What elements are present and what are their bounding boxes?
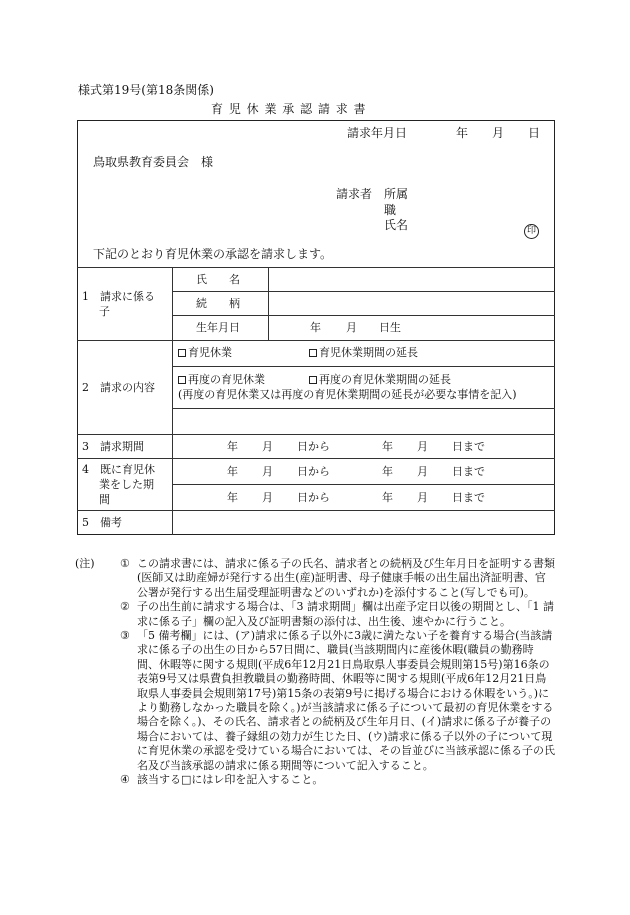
divider bbox=[77, 510, 555, 511]
section1-label-line2: 子 bbox=[99, 305, 110, 318]
option-repeat-leave[interactable] bbox=[178, 373, 265, 387]
note-text: 「5 備考欄」には、(ア)請求に係る子以外に3歳に満たない子を養育する場合(当該請求に係る子の出生の日から57日間に、職員(当該期間内に産後休暇(職員の勤務時間、休暇等に関する規則(平成6年12月21日鳥取県人事委員会規則第15号)第16条の表第9号又は県費負担教職員の勤務時間、休暇等に関する規則(平成6年12月21日鳥取県人事委員会規則第17号)第15条の表第9号に掲げる場合における休暇をいう。)により勤務しなかった職員を除く。)が当該請求に係る子について最初の育児休業をする場合を除く。)、その氏名、請求者との続柄及び生年月日、(イ)請求に係る子が養子の場合においては、養子縁組の効力が生じた日、(ウ)請求に係る子以外の子について現に育児休業の承認を受けている場合においては、その旨並びに当該承認に係る子の氏名及び当該承認の請求に係る期間等について記入すること。 bbox=[137, 629, 555, 772]
prior-year-unit: 年 bbox=[227, 465, 238, 478]
divider bbox=[268, 267, 269, 340]
option-leave-extension[interactable] bbox=[309, 346, 418, 360]
prior-until: 日まで bbox=[452, 491, 485, 504]
checkbox[interactable] bbox=[178, 349, 186, 357]
prior-year-unit: 年 bbox=[382, 465, 393, 478]
note-text: 子の出生前に請求する場合は、「3 請求期間」欄は出産予定日以後の期間とし、「1 請求に係る子」欄の記入及び証明書類の添付は、出生後、速やかに行うこと。 bbox=[137, 600, 554, 628]
position-label: 職 bbox=[384, 203, 397, 217]
divider bbox=[172, 366, 555, 367]
birth-year-unit: 年 bbox=[310, 321, 321, 334]
divider bbox=[172, 291, 555, 292]
divider bbox=[77, 267, 555, 268]
prior-month-unit: 月 bbox=[262, 491, 273, 504]
child-relation-label: 続 柄 bbox=[196, 297, 240, 310]
period-until: 日まで bbox=[452, 440, 485, 453]
period-year-unit: 年 bbox=[227, 440, 238, 453]
seal-circle: 印 bbox=[524, 224, 539, 239]
section4-label-line3: 間 bbox=[99, 493, 110, 506]
section4-label-line2: 業をした期 bbox=[99, 478, 154, 491]
child-name-label: 氏 名 bbox=[196, 273, 240, 286]
prior-year-unit: 年 bbox=[227, 491, 238, 504]
section5-label: 5 備考 bbox=[82, 516, 122, 529]
option-label: 育児休業 bbox=[188, 346, 232, 359]
prior-from: 日から bbox=[297, 491, 330, 504]
prior-month-unit: 月 bbox=[417, 491, 428, 504]
section2-label: 2 請求の内容 bbox=[82, 381, 155, 394]
checkbox[interactable] bbox=[309, 349, 317, 357]
notes-section bbox=[75, 557, 555, 788]
date-year-unit: 年 bbox=[456, 126, 469, 140]
period-from: 日から bbox=[297, 440, 330, 453]
form-title: 育 児 休 業 承 認 請 求 書 bbox=[211, 102, 367, 116]
divider bbox=[77, 340, 555, 341]
prior-year-unit: 年 bbox=[382, 491, 393, 504]
divider bbox=[172, 315, 555, 316]
requester-label: 請求者 bbox=[336, 187, 373, 201]
option-childcare-leave[interactable] bbox=[178, 346, 232, 360]
divider bbox=[77, 458, 555, 459]
name-label: 氏名 bbox=[384, 218, 409, 232]
prior-from: 日から bbox=[297, 465, 330, 478]
divider bbox=[77, 434, 555, 435]
section3-label: 3 請求期間 bbox=[82, 440, 144, 453]
divider bbox=[172, 408, 555, 409]
option-repeat-extension[interactable] bbox=[309, 373, 451, 387]
period-year-unit: 年 bbox=[382, 440, 393, 453]
note-3 bbox=[75, 629, 555, 773]
checkbox[interactable] bbox=[178, 376, 186, 384]
birth-month-unit: 月 bbox=[346, 321, 357, 334]
note-1 bbox=[75, 557, 555, 600]
note-marker: ④ bbox=[120, 773, 130, 787]
divider bbox=[172, 484, 555, 485]
child-birthdate-label: 生年月日 bbox=[196, 321, 240, 334]
option-label: 再度の育児休業期間の延長 bbox=[319, 373, 451, 386]
section2-instruction: (再度の育児休業又は再度の育児休業期間の延長が必要な事情を記入) bbox=[178, 388, 517, 401]
period-month-unit: 月 bbox=[262, 440, 273, 453]
request-date-label: 請求年月日 bbox=[347, 126, 408, 140]
note-text: この請求書には、請求に係る子の氏名、請求者との続柄及び生年月日を証明する書類(医師又は助産婦が発行する出生(産)証明書、母子健康手帳の出生届出済証明書、官公署が発行する出生届受理証明書などのいずれか)を添付すること(写しでも可)。 bbox=[137, 557, 555, 599]
note-marker: ② bbox=[120, 600, 130, 614]
note-marker: ③ bbox=[120, 629, 130, 643]
date-day-unit: 日 bbox=[528, 126, 541, 140]
date-month-unit: 月 bbox=[492, 126, 505, 140]
prior-until: 日まで bbox=[452, 465, 485, 478]
request-sentence: 下記のとおり育児休業の承認を請求します。 bbox=[93, 247, 333, 261]
checkbox[interactable] bbox=[309, 376, 317, 384]
section1-label-line1: 1 請求に係る bbox=[82, 290, 155, 303]
section4-label-line1: 4 既に育児休 bbox=[82, 463, 155, 476]
period-month-unit: 月 bbox=[417, 440, 428, 453]
prior-month-unit: 月 bbox=[262, 465, 273, 478]
note-4 bbox=[75, 773, 555, 787]
affiliation-label: 所属 bbox=[384, 187, 409, 201]
seal-mark bbox=[524, 218, 539, 239]
notes-lead: (注) bbox=[75, 557, 95, 570]
form-number: 様式第19号(第18条関係) bbox=[78, 83, 214, 97]
option-label: 再度の育児休業 bbox=[188, 373, 265, 386]
divider bbox=[172, 267, 173, 535]
note-text: 該当する□にはレ印を記入すること。 bbox=[137, 773, 324, 787]
addressee: 鳥取県教育委員会 様 bbox=[93, 155, 214, 169]
note-marker: ① bbox=[120, 557, 130, 570]
birth-day-unit: 日生 bbox=[379, 321, 401, 334]
note-2 bbox=[75, 600, 555, 629]
option-label: 育児休業期間の延長 bbox=[319, 346, 418, 359]
prior-month-unit: 月 bbox=[417, 465, 428, 478]
